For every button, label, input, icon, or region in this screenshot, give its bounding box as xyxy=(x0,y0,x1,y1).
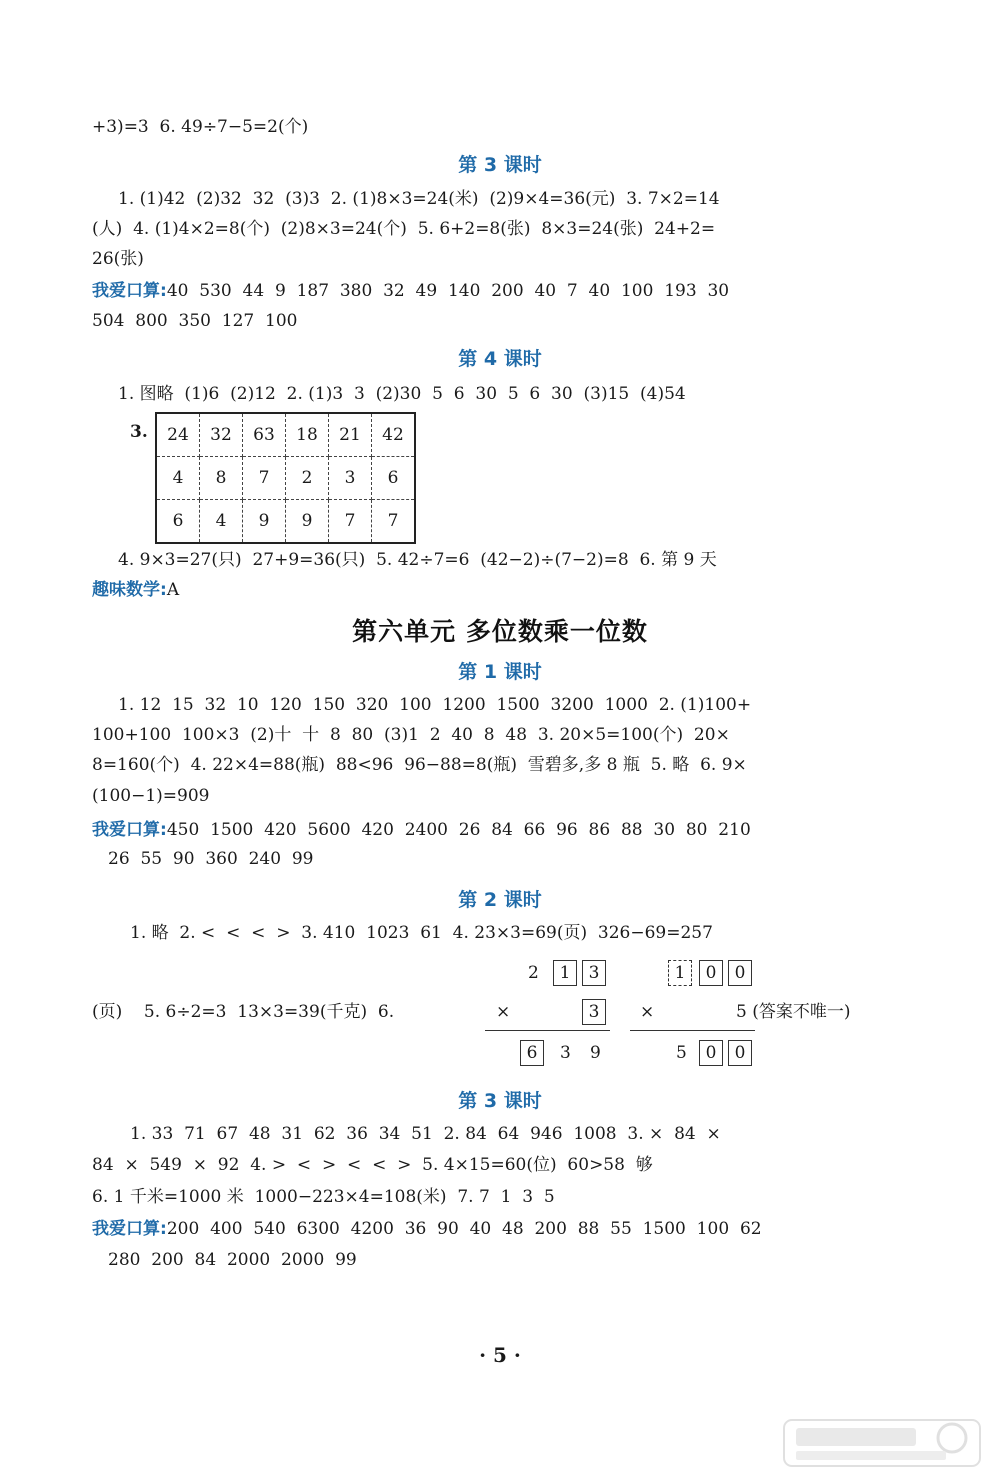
grid-cell: 7 xyxy=(372,500,416,544)
vert2-result-digit: 5 xyxy=(676,1043,687,1063)
line-04: 26(张) xyxy=(92,249,144,269)
heading-lesson-1: 第 1 课时 xyxy=(458,661,542,683)
line-18: (页) 5. 6÷2=3 13×3=39(千克) 6. xyxy=(92,1002,395,1022)
line-14: (100−1)=909 xyxy=(92,786,210,806)
line-15 xyxy=(92,818,1000,842)
grid-cell: 8 xyxy=(200,457,243,500)
mental-math-label: 我爱口算: xyxy=(92,820,167,840)
grid-cell: 9 xyxy=(243,500,286,544)
heading-lesson-3b: 第 3 课时 xyxy=(458,1090,542,1112)
grid-cell: 18 xyxy=(286,413,329,457)
line-02: 1. (1)42 (2)32 32 (3)3 2. (1)8×3=24(米) (2)9×4=36(元) 3. 7×2=14 xyxy=(118,189,720,209)
mental-math-label: 我爱口算: xyxy=(92,1219,167,1239)
grid-cell: 4 xyxy=(156,457,200,500)
grid-cell: 2 xyxy=(286,457,329,500)
line-11: 1. 12 15 32 10 120 150 320 100 1200 1500 3200 1000 2. (1)100+ xyxy=(118,695,752,715)
fun-math-label: 趣味数学: xyxy=(92,580,167,600)
answer-grid xyxy=(155,412,416,544)
unit-title: 第六单元 多位数乘一位数 xyxy=(352,617,648,646)
vert1-result-box: 6 xyxy=(520,1040,544,1066)
line-06: 504 800 350 127 100 xyxy=(92,311,298,331)
item-3-number: 3. xyxy=(130,422,148,442)
vert1-result-digit: 9 xyxy=(590,1043,601,1063)
vert1-multiplier-box: 3 xyxy=(582,999,606,1025)
line-03: (人) 4. (1)4×2=8(个) (2)8×3=24(个) 5. 6+2=8(张) 8×3=24(张) 24+2= xyxy=(92,219,716,239)
vert2-rule xyxy=(630,1030,755,1031)
grid-cell: 6 xyxy=(156,500,200,544)
vert2-times-sign: × xyxy=(640,1002,655,1022)
line-01: +3)=3 6. 49÷7−5=2(个) xyxy=(92,117,309,137)
line-18-tail: 5 (答案不唯一) xyxy=(736,1002,851,1022)
mental-math-answers: 40 530 44 9 187 380 32 49 140 200 40 7 40 100 193 30 xyxy=(166,281,730,301)
page-number: · 5 · xyxy=(479,1343,521,1367)
vert1-top-digit: 2 xyxy=(528,963,539,983)
grid-cell: 42 xyxy=(372,413,416,457)
line-22 xyxy=(92,1217,1000,1241)
grid-cell: 24 xyxy=(156,413,200,457)
grid-cell: 3 xyxy=(329,457,372,500)
heading-lesson-3a: 第 3 课时 xyxy=(458,154,542,176)
line-23: 280 200 84 2000 2000 99 xyxy=(108,1250,357,1270)
mental-math-answers: 200 400 540 6300 4200 36 90 40 48 200 88 55 1500 100 62 xyxy=(166,1219,762,1239)
vert2-result-box: 0 xyxy=(728,1040,752,1066)
grid-cell: 21 xyxy=(329,413,372,457)
mental-math-label: 我爱口算: xyxy=(92,281,167,301)
watermark-logo xyxy=(782,1418,982,1468)
grid-row xyxy=(156,457,415,500)
grid-cell: 4 xyxy=(200,500,243,544)
grid-row xyxy=(156,413,415,457)
line-10 xyxy=(92,578,1000,602)
line-19: 1. 33 71 67 48 31 62 36 34 51 2. 84 64 946 1008 3. × 84 × xyxy=(130,1124,721,1144)
vert1-times-sign: × xyxy=(496,1002,511,1022)
grid-cell: 7 xyxy=(329,500,372,544)
fun-math-answer: A xyxy=(166,580,180,600)
grid-cell: 9 xyxy=(286,500,329,544)
grid-cell: 63 xyxy=(243,413,286,457)
line-16: 26 55 90 360 240 99 xyxy=(108,849,314,869)
grid-cell: 6 xyxy=(372,457,416,500)
grid-row xyxy=(156,500,415,544)
line-20: 84 × 549 × 92 4. > < > < < > 5. 4×15=60(位) 60>58 够 xyxy=(92,1155,653,1175)
line-21: 6. 1 千米=1000 米 1000−223×4=108(米) 7. 7 1 3 5 xyxy=(92,1187,555,1207)
vert1-rule xyxy=(485,1030,610,1031)
grid-cell: 32 xyxy=(200,413,243,457)
heading-lesson-2: 第 2 课时 xyxy=(458,889,542,911)
vert2-result-box: 0 xyxy=(699,1040,723,1066)
vert2-top-box: 1 xyxy=(668,960,692,986)
mental-math-answers: 450 1500 420 5600 420 2400 26 84 66 96 86 88 30 80 210 xyxy=(166,820,751,840)
vert1-top-box: 1 xyxy=(553,960,577,986)
line-13: 8=160(个) 4. 22×4=88(瓶) 88<96 96−88=8(瓶) 雪碧多,多 8 瓶 5. 略 6. 9× xyxy=(92,755,747,775)
vert1-result-digit: 3 xyxy=(560,1043,571,1063)
vert1-top-box: 3 xyxy=(582,960,606,986)
grid-cell: 7 xyxy=(243,457,286,500)
line-17: 1. 略 2. < < < > 3. 410 1023 61 4. 23×3=69(页) 326−69=257 xyxy=(130,923,713,943)
line-09: 4. 9×3=27(只) 27+9=36(只) 5. 42÷7=6 (42−2)÷(7−2)=8 6. 第 9 天 xyxy=(118,550,717,570)
line-12: 100+100 100×3 (2)十 十 8 80 (3)1 2 40 8 48 3. 20×5=100(个) 20× xyxy=(92,725,730,745)
vert2-top-box: 0 xyxy=(728,960,752,986)
heading-lesson-4: 第 4 课时 xyxy=(458,348,542,370)
vert2-top-box: 0 xyxy=(699,960,723,986)
line-07: 1. 图略 (1)6 (2)12 2. (1)3 3 (2)30 5 6 30 5 6 30 (3)15 (4)54 xyxy=(118,384,686,404)
line-05 xyxy=(92,279,1000,303)
